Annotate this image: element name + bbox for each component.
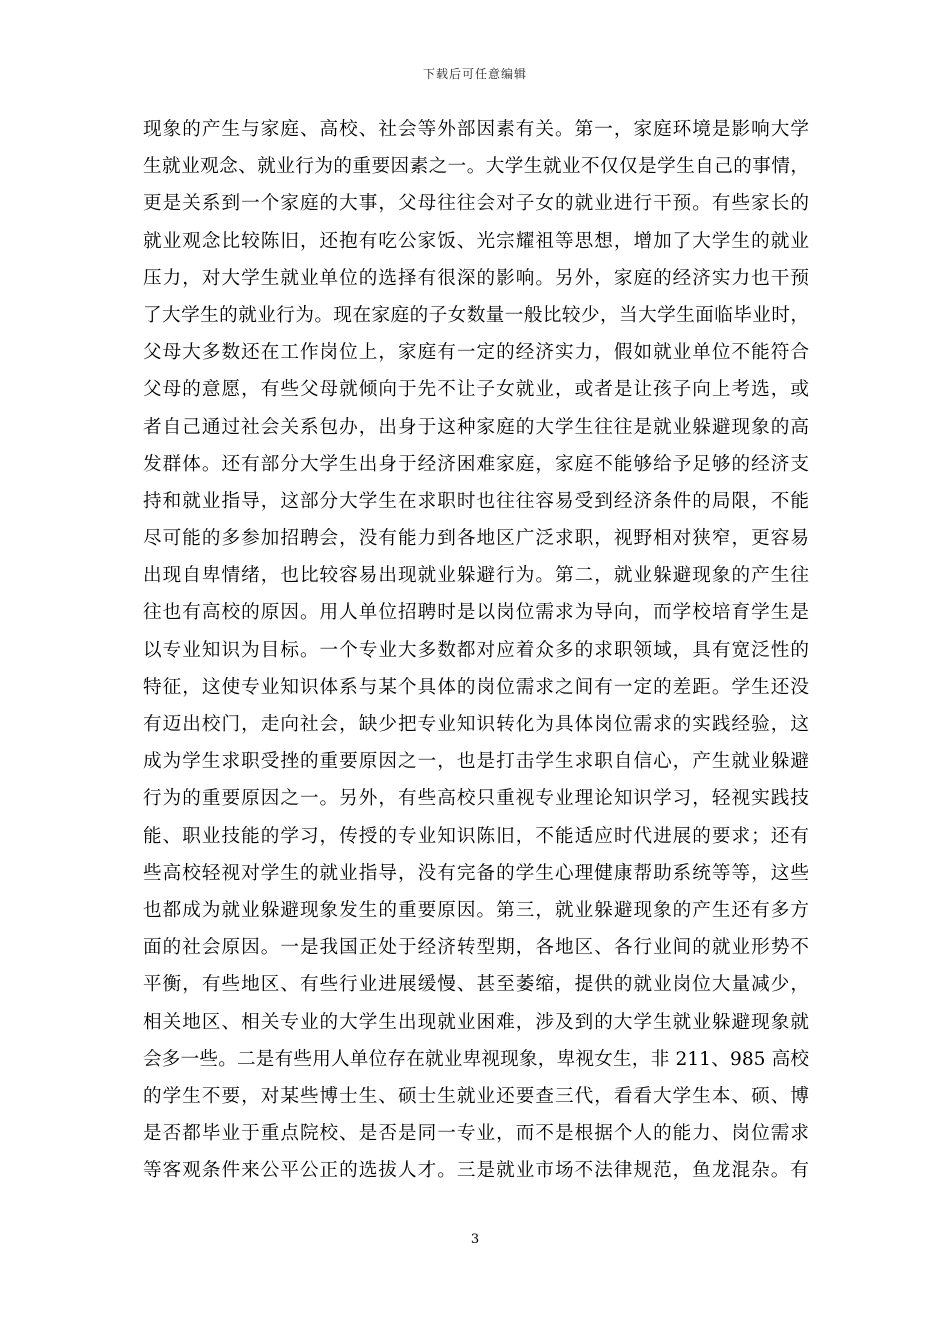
text-line: 生就业观念、就业行为的重要因素之一。大学生就业不仅仅是学生自己的事情， [143,156,809,178]
body-text [143,111,809,1189]
text-line: 行为的重要原因之一。另外，有些高校只重视专业理论知识学习，轻视实践技 [143,788,809,810]
text-line: 尽可能的多参加招聘会，没有能力到各地区广泛求职，视野相对狭窄，更容易 [143,528,809,550]
text-line: 的学生不要，对某些博士生、硕士生就业还要查三代，看看大学生本、硕、博 [143,1085,809,1107]
text-line: 了大学生的就业行为。现在家庭的子女数量一般比较少，当大学生面临毕业时， [143,304,809,326]
text-line: 出现自卑情绪，也比较容易出现就业躲避行为。第二，就业躲避现象的产生往 [143,565,809,587]
text-line: 持和就业指导，这部分大学生在求职时也往往容易受到经济条件的局限，不能 [143,490,809,512]
text-line: 些高校轻视对学生的就业指导，没有完备的学生心理健康帮助系统等等，这些 [143,862,809,884]
text-line: 平衡，有些地区、有些行业进展缓慢、甚至萎缩，提供的就业岗位大量减少， [143,974,809,996]
text-line: 就业观念比较陈旧，还抱有吃公家饭、光宗耀祖等思想，增加了大学生的就业 [143,230,809,252]
text-line: 成为学生求职受挫的重要原因之一，也是打击学生求职自信心，产生就业躲避 [143,751,809,773]
text-line: 也都成为就业躲避现象发生的重要原因。第三，就业躲避现象的产生还有多方 [143,899,809,921]
text-line: 发群体。还有部分大学生出身于经济困难家庭，家庭不能够给予足够的经济支 [143,453,809,475]
text-line: 更是关系到一个家庭的大事，父母往往会对子女的就业进行干预。有些家长的 [143,193,809,215]
text-line: 往也有高校的原因。用人单位招聘时是以岗位需求为导向，而学校培育学生是 [143,602,809,624]
text-line: 者自己通过社会关系包办，出身于这种家庭的大学生往往是就业躲避现象的高 [143,416,809,438]
text-line: 会多一些。二是有些用人单位存在就业卑视现象，卑视女生，非 211、985 高校 [143,1048,809,1070]
text-line: 是否都毕业于重点院校、是否是同一专业，而不是根据个人的能力、岗位需求 [143,1123,809,1145]
text-line: 父母的意愿，有些父母就倾向于先不让子女就业，或者是让孩子向上考选，或 [143,379,809,401]
text-line: 压力，对大学生就业单位的选择有很深的影响。另外，家庭的经济实力也干预 [143,267,809,289]
text-line: 有迈出校门，走向社会，缺少把专业知识转化为具体岗位需求的实践经验，这 [143,714,809,735]
text-line: 以专业知识为目标。一个专业大多数都对应着众多的求职领域，具有宽泛性的 [143,639,809,661]
text-line: 现象的产生与家庭、高校、社会等外部因素有关。第一，家庭环境是影响大学 [143,119,809,140]
page-header: 下载后可任意编辑 [422,67,527,81]
text-line: 等客观条件来公平公正的选拔人才。三是就业市场不法律规范，鱼龙混杂。有 [143,1160,809,1182]
text-line: 能、职业技能的学习，传授的专业知识陈旧，不能适应时代进展的要求；还有 [143,825,809,847]
page-number: 3 [470,1232,480,1247]
text-line: 相关地区、相关专业的大学生出现就业困难，涉及到的大学生就业躲避现象就 [143,1011,809,1033]
text-line: 父母大多数还在工作岗位上，家庭有一定的经济实力，假如就业单位不能符合 [143,342,809,364]
text-line: 特征，这使专业知识体系与某个具体的岗位需求之间有一定的差距。学生还没 [143,676,809,698]
text-line: 面的社会原因。一是我国正处于经济转型期，各地区、各行业间的就业形势不 [143,937,809,959]
